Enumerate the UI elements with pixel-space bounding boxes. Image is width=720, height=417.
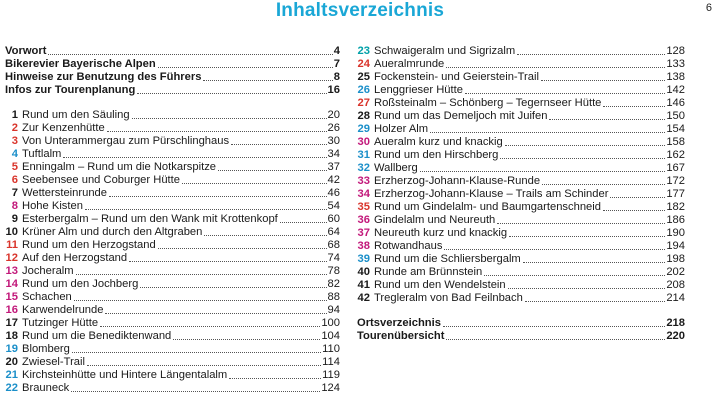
- page-number: 6: [705, 2, 712, 14]
- toc-entry-title: Schachen: [22, 291, 72, 303]
- toc-entry-title: Von Unterammergau zum Pürschlinghaus: [22, 135, 230, 147]
- tour-number: 27: [357, 97, 370, 109]
- toc-entry-page: 4: [333, 45, 340, 57]
- toc-entry-title: Aueralmrunde: [374, 58, 445, 70]
- toc-entry[interactable]: [357, 71, 685, 84]
- toc-entry[interactable]: [5, 239, 340, 252]
- toc-right-column: [357, 45, 685, 343]
- toc-entry-page: 34: [327, 148, 340, 160]
- tour-number: 8: [11, 200, 18, 212]
- dot-leader: [603, 106, 665, 107]
- dot-leader: [443, 326, 665, 327]
- toc-entry-page: 104: [321, 330, 340, 342]
- dot-leader: [204, 235, 326, 236]
- toc-entry-page: 7: [333, 58, 340, 70]
- toc-entry-page: 182: [666, 201, 685, 213]
- toc-entry-page: 128: [666, 45, 685, 57]
- dot-leader: [218, 170, 327, 171]
- tour-number: 39: [357, 253, 370, 265]
- tour-number: 17: [5, 317, 18, 329]
- tour-number: 19: [5, 343, 18, 355]
- tour-number: 3: [11, 135, 18, 147]
- toc-entry[interactable]: [5, 382, 340, 395]
- dot-leader: [509, 236, 665, 237]
- tour-number: 26: [357, 84, 370, 96]
- toc-entry[interactable]: [357, 84, 685, 97]
- toc-entry-page: 194: [666, 240, 685, 252]
- toc-entry-title: Erzherzog-Johann-Klause-Runde: [374, 175, 541, 187]
- dot-leader: [444, 249, 665, 250]
- toc-entry-title: Krüner Alm und durch den Altgraben: [22, 226, 203, 238]
- toc-entry-page: 172: [666, 175, 685, 187]
- toc-entry[interactable]: [5, 213, 340, 226]
- toc-entry[interactable]: [5, 148, 340, 161]
- toc-entry-title: Lenggrieser Hütte: [374, 84, 463, 96]
- section-gap: [5, 97, 340, 109]
- toc-entry-page: 114: [322, 356, 340, 368]
- toc-entry-title: Holzer Alm: [374, 123, 429, 135]
- toc-left-column: [5, 45, 340, 395]
- toc-entry[interactable]: [5, 226, 340, 239]
- toc-entry-page: 186: [666, 214, 685, 226]
- toc-entry-title: Rund um das Demeljoch mit Juifen: [374, 110, 548, 122]
- toc-entry-title: Tutzinger Hütte: [22, 317, 99, 329]
- toc-entry-title: Zwiesel-Trail: [22, 356, 85, 368]
- dot-leader: [484, 275, 665, 276]
- toc-entry-title: Jocheralm: [22, 265, 74, 277]
- tour-number: 11: [6, 239, 18, 251]
- tour-number: 2: [11, 122, 18, 134]
- toc-entry[interactable]: [5, 265, 340, 278]
- toc-entry-page: 60: [327, 213, 340, 225]
- toc-entry-title: Rund um den Herzogstand: [22, 239, 156, 251]
- dot-leader: [610, 197, 665, 198]
- toc-entry[interactable]: [357, 149, 685, 162]
- toc-entry[interactable]: [357, 123, 685, 136]
- toc-entry[interactable]: [5, 330, 340, 343]
- dot-leader: [137, 93, 326, 94]
- toc-entry-page: 119: [322, 369, 340, 381]
- toc-entry[interactable]: [357, 253, 685, 266]
- toc-entry-page: 20: [327, 109, 340, 121]
- toc-entry[interactable]: [357, 58, 685, 71]
- dot-leader: [109, 196, 327, 197]
- toc-entry-page: 218: [666, 317, 685, 329]
- toc-entry-page: 167: [666, 162, 685, 174]
- toc-entry[interactable]: [357, 317, 685, 330]
- toc-entry[interactable]: [5, 174, 340, 187]
- dot-leader: [420, 171, 666, 172]
- toc-entry-title: Tregleralm von Bad Feilnbach: [374, 292, 523, 304]
- dot-leader: [549, 119, 665, 120]
- dot-leader: [100, 326, 320, 327]
- toc-entry[interactable]: [357, 201, 685, 214]
- toc-entry-page: 202: [666, 266, 685, 278]
- toc-entry[interactable]: [357, 97, 685, 110]
- toc-entry[interactable]: [5, 187, 340, 200]
- toc-entry-page: 46: [327, 187, 340, 199]
- dot-leader: [446, 339, 665, 340]
- toc-entry[interactable]: [357, 188, 685, 201]
- toc-entry-title: Ortsverzeichnis: [357, 317, 441, 329]
- tour-number: 4: [11, 148, 18, 160]
- toc-entry[interactable]: [357, 240, 685, 253]
- tour-number: 10: [5, 226, 18, 238]
- toc-entry[interactable]: [5, 369, 340, 382]
- tour-number: 29: [357, 123, 370, 135]
- toc-entry-page: 100: [321, 317, 340, 329]
- tour-list-left: [5, 109, 340, 395]
- toc-entry[interactable]: [357, 279, 685, 292]
- page-title: Inhaltsverzeichnis: [275, 0, 445, 21]
- toc-entry-page: 26: [327, 122, 340, 134]
- toc-entry-title: Rund um den Wendelstein: [374, 279, 506, 291]
- toc-entry-page: 16: [327, 84, 340, 96]
- tour-number: 20: [5, 356, 18, 368]
- toc-entry-title: Brauneck: [22, 382, 70, 394]
- dot-leader: [500, 158, 665, 159]
- tour-number: 36: [357, 214, 370, 226]
- dot-leader: [465, 93, 665, 94]
- toc-entry-page: 150: [666, 110, 685, 122]
- toc-entry-page: 64: [327, 226, 340, 238]
- tour-list-right: [357, 45, 685, 305]
- toc-entry-page: 110: [322, 343, 340, 355]
- front-matter-list: [5, 45, 340, 97]
- dot-leader: [74, 300, 327, 301]
- tour-number: 25: [357, 71, 370, 83]
- dot-leader: [497, 223, 665, 224]
- tour-number: 40: [357, 266, 370, 278]
- toc-entry-page: 74: [327, 252, 340, 264]
- toc-entry-page: 190: [666, 227, 685, 239]
- toc-entry-title: Gindelalm und Neureuth: [374, 214, 496, 226]
- toc-entry[interactable]: [5, 317, 340, 330]
- toc-entry[interactable]: [357, 110, 685, 123]
- toc-entry[interactable]: [357, 330, 685, 343]
- toc-entry[interactable]: [357, 214, 685, 227]
- toc-entry-title: Rund um den Säuling: [22, 109, 130, 121]
- toc-entry[interactable]: [357, 227, 685, 240]
- toc-entry-title: Tuftlalm: [22, 148, 62, 160]
- dot-leader: [63, 157, 326, 158]
- dot-leader: [132, 118, 327, 119]
- tour-number: 21: [5, 369, 18, 381]
- toc-entry-title: Auf den Herzogstand: [22, 252, 128, 264]
- section-gap: [357, 305, 685, 317]
- toc-entry-page: 124: [321, 382, 340, 394]
- toc-entry[interactable]: [5, 278, 340, 291]
- toc-entry-title: Aueralm kurz und knackig: [374, 136, 503, 148]
- dot-leader: [430, 132, 665, 133]
- toc-entry-title: Wallberg: [374, 162, 418, 174]
- toc-entry-page: 68: [327, 239, 340, 251]
- dot-leader: [158, 67, 333, 68]
- dot-leader: [76, 274, 327, 275]
- tour-number: 16: [5, 304, 18, 316]
- toc-entry-title: Roßsteinalm – Schönberg – Tegernseer Hütte: [374, 97, 602, 109]
- toc-entry-title: Wettersteinrunde: [22, 187, 107, 199]
- toc-entry[interactable]: [5, 304, 340, 317]
- toc-entry[interactable]: [5, 71, 340, 84]
- tour-number: 35: [357, 201, 370, 213]
- toc-entry-page: 37: [327, 161, 340, 173]
- toc-entry[interactable]: [5, 109, 340, 122]
- tour-number: 42: [357, 292, 370, 304]
- toc-entry[interactable]: [5, 252, 340, 265]
- toc-entry-title: Seebensee und Coburger Hütte: [22, 174, 180, 186]
- dot-leader: [173, 339, 320, 340]
- toc-entry[interactable]: [5, 58, 340, 71]
- dot-leader: [182, 183, 327, 184]
- toc-entry[interactable]: [5, 45, 340, 58]
- toc-entry-title: Zur Kenzenhütte: [22, 122, 105, 134]
- toc-entry-title: Rund um die Benediktenwand: [22, 330, 172, 342]
- dot-leader: [508, 288, 666, 289]
- tour-number: 30: [357, 136, 370, 148]
- toc-entry-title: Fockenstein- und Geierstein-Trail: [374, 71, 539, 83]
- tour-number: 38: [357, 240, 370, 252]
- toc-entry[interactable]: [357, 136, 685, 149]
- toc-entry-page: 78: [327, 265, 340, 277]
- toc-entry-title: Esterbergalm – Rund um den Wank mit Krottenkopf: [22, 213, 278, 225]
- toc-entry[interactable]: [357, 45, 685, 58]
- toc-entry[interactable]: [5, 200, 340, 213]
- tour-number: 41: [357, 279, 370, 291]
- toc-entry-title: Hohe Kisten: [22, 200, 83, 212]
- toc-entry[interactable]: [5, 135, 340, 148]
- dot-leader: [107, 131, 327, 132]
- toc-entry-page: 162: [666, 149, 685, 161]
- toc-entry-title: Rund um Gindelalm- und Baumgartenschneid: [374, 201, 601, 213]
- toc-entry-page: 54: [327, 200, 340, 212]
- toc-entry[interactable]: [5, 356, 340, 369]
- dot-leader: [129, 261, 326, 262]
- toc-entry-page: 198: [666, 253, 685, 265]
- toc-entry-page: 42: [327, 174, 340, 186]
- tour-number: 15: [5, 291, 18, 303]
- toc-entry-title: Vorwort: [5, 45, 47, 57]
- toc-entry-title: Enningalm – Rund um die Notkarspitze: [22, 161, 217, 173]
- toc-entry-page: 208: [666, 279, 685, 291]
- toc-entry[interactable]: [357, 175, 685, 188]
- tour-number: 28: [357, 110, 370, 122]
- toc-entry[interactable]: [357, 292, 685, 305]
- toc-entry-page: 30: [327, 135, 340, 147]
- dot-leader: [72, 352, 321, 353]
- toc-entry-page: 94: [327, 304, 340, 316]
- dot-leader: [140, 287, 326, 288]
- toc-entry[interactable]: [5, 291, 340, 304]
- toc-entry-page: 8: [333, 71, 340, 83]
- toc-entry-title: Neureuth kurz und knackig: [374, 227, 508, 239]
- tour-number: 6: [11, 174, 18, 186]
- dot-leader: [229, 378, 321, 379]
- toc-entry-page: 88: [327, 291, 340, 303]
- toc-entry-page: 142: [666, 84, 685, 96]
- toc-entry-title: Infos zur Tourenplanung: [5, 84, 136, 96]
- dot-leader: [517, 54, 665, 55]
- toc-entry-title: Hinweise zur Benutzung des Führers: [5, 71, 202, 83]
- toc-entry-title: Rund um den Hirschberg: [374, 149, 499, 161]
- dot-leader: [280, 222, 327, 223]
- dot-leader: [603, 210, 665, 211]
- toc-entry-page: 214: [666, 292, 685, 304]
- dot-leader: [71, 391, 320, 392]
- tour-number: 12: [5, 252, 18, 264]
- toc-entry-page: 154: [666, 123, 685, 135]
- toc-entry[interactable]: [5, 84, 340, 97]
- dot-leader: [85, 209, 327, 210]
- toc-entry-title: Rund um den Jochberg: [22, 278, 139, 290]
- tour-number: 22: [5, 382, 18, 394]
- tour-number: 18: [5, 330, 18, 342]
- dot-leader: [48, 54, 332, 55]
- dot-leader: [542, 184, 665, 185]
- toc-entry-title: Tourenübersicht: [357, 330, 445, 342]
- dot-leader: [446, 67, 665, 68]
- toc-entry-page: 82: [327, 278, 340, 290]
- tour-number: 7: [11, 187, 18, 199]
- tour-number: 32: [357, 162, 370, 174]
- dot-leader: [158, 248, 327, 249]
- toc-entry-title: Bikerevier Bayerische Alpen: [5, 58, 156, 70]
- toc-entry-page: 158: [666, 136, 685, 148]
- toc-entry-title: Erzherzog-Johann-Klause – Trails am Schinder: [374, 188, 609, 200]
- tour-number: 31: [357, 149, 370, 161]
- toc-entry-page: 177: [666, 188, 685, 200]
- toc-entry-title: Rund um die Schliersbergalm: [374, 253, 521, 265]
- toc-entry[interactable]: [357, 162, 685, 175]
- tour-number: 33: [357, 175, 370, 187]
- dot-leader: [231, 144, 326, 145]
- dot-leader: [87, 365, 321, 366]
- toc-entry[interactable]: [5, 343, 340, 356]
- tour-number: 13: [5, 265, 18, 277]
- tour-number: 24: [357, 58, 370, 70]
- toc-entry[interactable]: [357, 266, 685, 279]
- toc-entry[interactable]: [5, 161, 340, 174]
- toc-entry-page: 220: [666, 330, 685, 342]
- dot-leader: [505, 145, 666, 146]
- toc-entry[interactable]: [5, 122, 340, 135]
- toc-entry-page: 138: [666, 71, 685, 83]
- toc-entry-title: Kirchsteinhütte und Hintere Längentalalm: [22, 369, 228, 381]
- toc-entry-title: Runde am Brünnstein: [374, 266, 483, 278]
- dot-leader: [105, 313, 326, 314]
- toc-entry-title: Rotwandhaus: [374, 240, 443, 252]
- tour-number: 5: [11, 161, 18, 173]
- tour-number: 1: [11, 109, 18, 121]
- tour-number: 37: [357, 227, 370, 239]
- toc-entry-page: 133: [666, 58, 685, 70]
- tour-number: 34: [357, 188, 370, 200]
- dot-leader: [203, 80, 332, 81]
- tour-number: 23: [357, 45, 370, 57]
- tour-number: 14: [5, 278, 18, 290]
- back-matter-list: [357, 317, 685, 343]
- dot-leader: [541, 80, 665, 81]
- toc-entry-title: Karwendelrunde: [22, 304, 104, 316]
- dot-leader: [523, 262, 666, 263]
- toc-entry-title: Blomberg: [22, 343, 70, 355]
- toc-entry-title: Schwaigeralm und Sigrizalm: [374, 45, 516, 57]
- dot-leader: [525, 301, 666, 302]
- tour-number: 9: [11, 213, 18, 225]
- toc-entry-page: 146: [666, 97, 685, 109]
